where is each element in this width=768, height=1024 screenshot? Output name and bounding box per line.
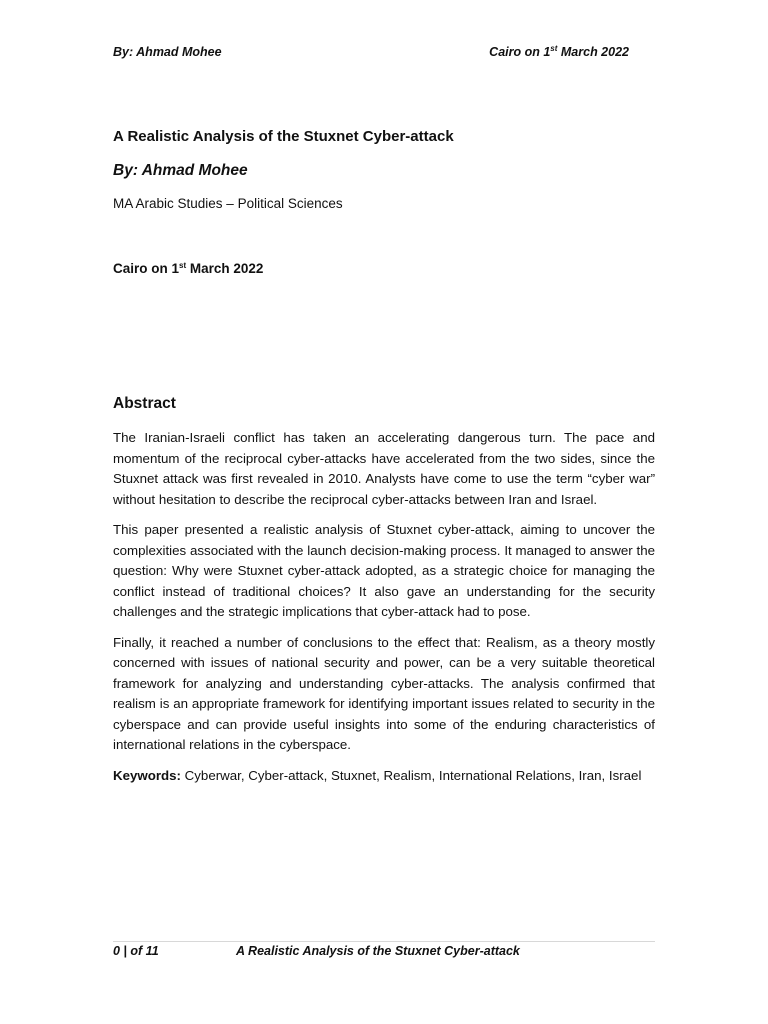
date-suffix: March 2022	[186, 261, 264, 276]
header-date	[489, 45, 629, 59]
date-sup: st	[179, 261, 187, 270]
header-date-prefix: Cairo on 1	[489, 45, 551, 59]
footer-divider	[113, 941, 655, 942]
paper-title: A Realistic Analysis of the Stuxnet Cyber-attack	[113, 128, 454, 145]
page-header	[113, 45, 629, 65]
paper-author: By: Ahmad Mohee	[113, 162, 248, 179]
abstract-paragraph: Finally, it reached a number of conclusions to the effect that: Realism, as a theory mostly concerned with issues of national security and power, can be a very suitable theoretical framework for analyzing and understanding cyber-attacks. The analysis confirmed that realism is an appropriate framework for identifying important issues related to security in the cyberspace and can provide useful insights into some of the enduring characteristics of international relations in the cyberspace.	[113, 634, 655, 752]
keywords-list: Cyberwar, Cyber-attack, Stuxnet, Realism, International Relations, Iran, Israel	[180, 767, 642, 783]
header-date-suffix: March 2022	[557, 45, 629, 59]
author-affiliation: MA Arabic Studies – Political Sciences	[113, 196, 343, 211]
keywords-label: Keywords:	[113, 767, 181, 783]
keywords-line	[113, 766, 655, 787]
date-prefix: Cairo on 1	[113, 261, 180, 276]
abstract-heading: Abstract	[113, 395, 176, 412]
abstract-body	[113, 428, 655, 796]
running-title: A Realistic Analysis of the Stuxnet Cyber-attack	[236, 944, 520, 958]
page-number: 0 | of 11	[113, 944, 159, 958]
abstract-paragraph: This paper presented a realistic analysis of Stuxnet cyber-attack, aiming to uncover the complexities associated with the launch decision-making process. It managed to answer the question: Why were Stuxnet cyber-attack adopted, as a strategic choice for managing the conflict instead of traditional choices? It also gave an understanding for the security challenges and the strategic implications that cyber-attack had to pose.	[113, 522, 655, 619]
abstract-paragraph: The Iranian-Israeli conflict has taken an accelerating dangerous turn. The pace and momentum of the reciprocal cyber-attacks have accelerated from the two sides, since the Stuxnet attack was first revealed in 2010. Analysts have come to use the term “cyber war” without hesitation to describe the reciprocal cyber-attacks between Iran and Israel.	[113, 430, 655, 507]
paper-date	[113, 261, 263, 276]
header-author: By: Ahmad Mohee	[113, 45, 222, 59]
header-date-sup: st	[550, 44, 558, 53]
